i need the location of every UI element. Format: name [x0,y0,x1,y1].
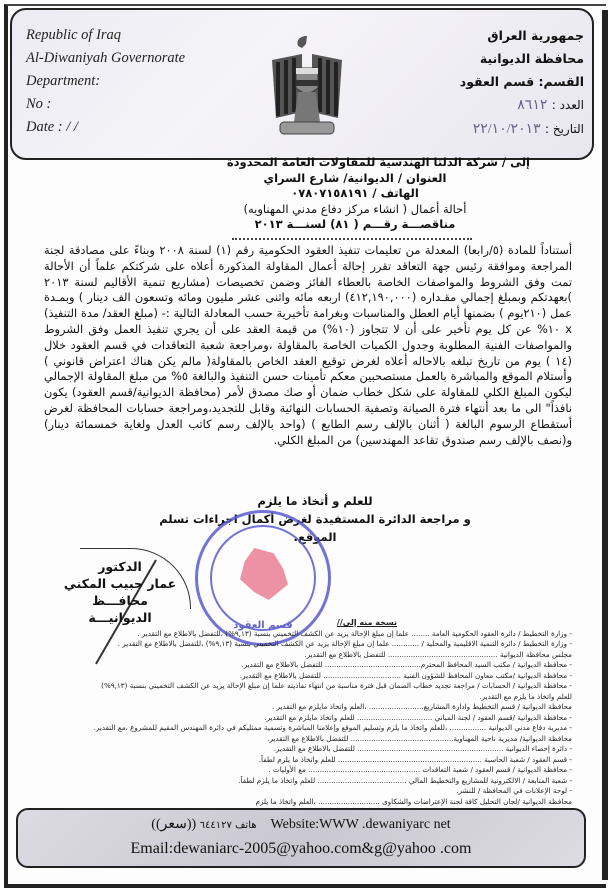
copy-item: - محافظة الديوانية / مكتب السيد المحافظ المحترم.......................................... للتفضل بالاطلاع مع التقدير. [241,660,572,669]
copy-item: - محافظة الديوانية / الحسابات / مراجعة تجديد خطاب الضمان قبل فترة مناسبة من انتهاء نفاذيته علما إن مبلغ الإحالة يزيد عن الكشف التخميني بنسبة (٩,١٣%) [101,681,572,690]
copy-item: - محافظة الديوانية /مكتب معاون المحافظ للشؤون الفنية .................................. للتفضل بالاطلاع مع التقدير. [239,670,572,680]
country-ar: جمهورية العراق [487,28,584,43]
subject: أحالة أعمال ( انشاء مركز دفاع مدني المهناويه) [243,201,467,216]
copies-list [40,618,572,807]
date-label-en: Date : / / [26,119,78,135]
copy-item: مجلس محافظة الديوانية ................................................ للتفضل بالاطلاع مع التقدير. [304,649,572,659]
copy-item: محافظة الديوانية / قسم التخطيط وادارة المشاريع........................ ،العلم واتخاذ مايلزم مع التقدير . [271,702,572,711]
scan-edge [602,10,608,880]
number-row [460,93,584,117]
copies-title: نسخة منه إلى// [336,618,397,627]
signatory-name: عمار حبيب المكني [63,576,177,591]
letterhead-arabic [460,24,584,141]
closing-line-1: للعلم و أتخاذ ما يلزم [257,494,373,508]
letterhead-english [26,24,185,139]
copy-item: - شعبة المتابعة / الالكترونية للمشاريع والتخطيط المالي ....................................... للعلم واتخاذ ما يلزم لطفاً. [238,775,572,785]
letter-footer [16,808,586,868]
closing-line-2: و مراجعة الدائرة المستفيدة لغرض أكمال اجراءات تسلم الموقع. [159,512,471,544]
copy-item: - لوحة الإعلانات في المحافظة / للنشر. [456,786,572,795]
copy-item: - دائرة إحصاء الديوانية ................................................................ للتفضل بالاطلاع مع التقدير. [273,744,572,753]
signatory-title: الدكتور [98,559,142,574]
footer-phone: هاتف ٦٤٤١٢٧ [199,820,257,831]
footer-contact-line [18,816,584,833]
recipient-block [180,155,530,233]
copy-item: للعلم واتخاذ ما يلزم مع التقدير. [479,691,572,701]
governorate-en: Al-Diwaniyah Governorate [26,50,186,66]
tender-number: مناقصـــة رقـــم ( ٨١) لسنـــة ٢٠١٣ [254,217,456,231]
letterhead [10,8,594,160]
signatory-position: محافـــظ الديوانيـــة [88,593,152,625]
iraq-eagle-emblem-icon [262,32,352,142]
dotted-divider [232,238,472,240]
copy-item: - محافظة الديوانية / قسم العقود / شعبة التعاقدات ................................................. مع الأوليات . [268,765,572,774]
number-value: ٨٦١٢ [517,98,548,113]
date-value: ٢٢/١٠/٢٠١٣ [472,122,541,137]
recipient-phone: الهاتف / ٠٧٨٠٧١٥٨١٩١ [291,186,419,200]
letter-body: أستناداً للمادة (٥/رابعا) المعدلة من تعليمات تنفيذ العقود الحكومية رقم (١) لسنة ٢٠٠٨ وبناءً على مصادقة لجنة المراجعة وموافقة رئيس جهة التعاقد تقرر إحالة أعمال المقاولة المذكورة أعلاه على شركتكم علماً أن الأحالة تمت وفق الشروط والمواصفات الخاصة بالعطاء الفائز وضمن تخصيصات (مشاريع تنمية الأقاليم لسنة ٢٠١٣ )بعهدتكم وبمبلغ إجمالي مقـداره (٤١٢,١٩٠,٠٠٠) اربعه مائه واثنى عشر مليون ومائه وتسعون الف دينار ) وبمـدة عمل (٢١٠يوم ) بضمنها أيام العطل والمناسبات وبغرامة تأخيرية حسب المعادلة التالية :- (مبلغ العقد/ مدة التنفيذ) x ١٠% عن كل يوم تأخير على أن لا تتجاوز (١٠%) من قيمة العقد على أن يجري تنفيذ العمل وفق الشروط والمواصفات الفنية المطلوبة وجدول الكميات الخاصة بالمقاولة ،ومراجعة شعبة التعاقدات في قسم العقود خلال (١٤ ) يوم من تاريخ تبلغه بالاحاله أعلاه لغرض توقيع العقد الخاص بالمقاولة( مالم يكن هناك اعتراض قانوني ) وأستلام الموقع والمباشرة بالعمل مستصحبين معكم تأمينات حسن التنفيذ والبالغة ٥% من مبلغ المقاولة الإجمالي ليكون المبلغ الكلي للمقاولة على شكل خطاب ضمان أو صك مصدق لأمر (محافظة الديوانية/قسم العقود) يكون نافذاً" الى ما بعد أنتهاء فترة الصيانة وتصفية الحسابات النهائية وقابل للتجديد،ومراجعة حسابات المحافظة لغرض أستقطاع الرسوم البالغة ( أثنان بالإلف رسم الطابع ) (واحد بالإلف رسم كاتب العدل ولغاية خمسمائة دينار) و(نصف بالإلف رسم صندوق تقاعد المهندسين) من المبلغ الكلي. [44,243,573,447]
copy-item: - وزارة التخطيط / دائرة التنمية الاقليمية والمحلية / ............ علما إن مبلغ الإحالة يزيد عن الكشف التخميني بنسبة (٩,١٣%) ،للتفضل بالاطلاع مع التقدير . [117,639,572,648]
stamp-text: قسم العقود [233,620,293,631]
number-label-ar: العدد : [551,98,584,112]
footer-website[interactable]: ((سعر))Website:WWW .dewaniyarc net [151,817,451,832]
country-en: Republic of Iraq [26,27,122,43]
footer-email[interactable]: Email:dewaniarc-2005@yahoo.com&g@yahoo .com [130,840,472,857]
recipient-to: إلى / شركة الدلتا الهندسية للمقاولات العامة المحدودة [226,155,530,169]
copy-item: - قسم العقود / شعبة الحاسبة ............................................................... للعلم واتخاذ ما يلزم لطفاً. [258,754,572,764]
department-label-en: Department: [26,73,101,89]
copy-item: محافظة الديوانية /لجان التحليل كافة لجنة الإعتراضات والشكاوى ........................... ،العلم واتخاذ ما يلزم [255,796,572,806]
department-ar: القسم: قسم العقود [459,74,584,89]
copy-item: - مديرية دفاع مدني الديوانية ................ ،للعلم واتخاذ ما يلزم وتسليم الموقع وإعلامنا المباشرة وتسمية ممثليكم في دائرة المهندس المقيم للمشروع ،مع التقدير. [93,723,572,732]
governorate-ar: محافظة الديوانية [479,51,584,66]
recipient-address: العنوان / الديوانية/ شارع السراي [263,170,447,185]
stamp-map-icon [240,548,288,600]
copy-item: محافظة الديوانية/ مديرية ناحية المهناوية............................................. للتفضل بالاطلاع مع التقدير. [267,733,572,743]
signature-block [60,558,180,626]
copy-item: - وزارة التخطيط / دائرة العقود الحكومية العامة ........ علما إن مبلغ الإحالة يزيد عن الكشف التخميني بنسبة (٩,١٣%) ،للتفضل بالاطلاع مع التقدير . [137,628,572,638]
date-label-ar: التاريخ : [544,122,584,136]
date-row [460,117,584,141]
number-label-en: No : [26,96,52,112]
copy-item: - محافظة الديوانية /قسم العقود / لجنة المباني ................................. للعلم واتخاذ مايلزم مع التقدير. [264,712,572,722]
